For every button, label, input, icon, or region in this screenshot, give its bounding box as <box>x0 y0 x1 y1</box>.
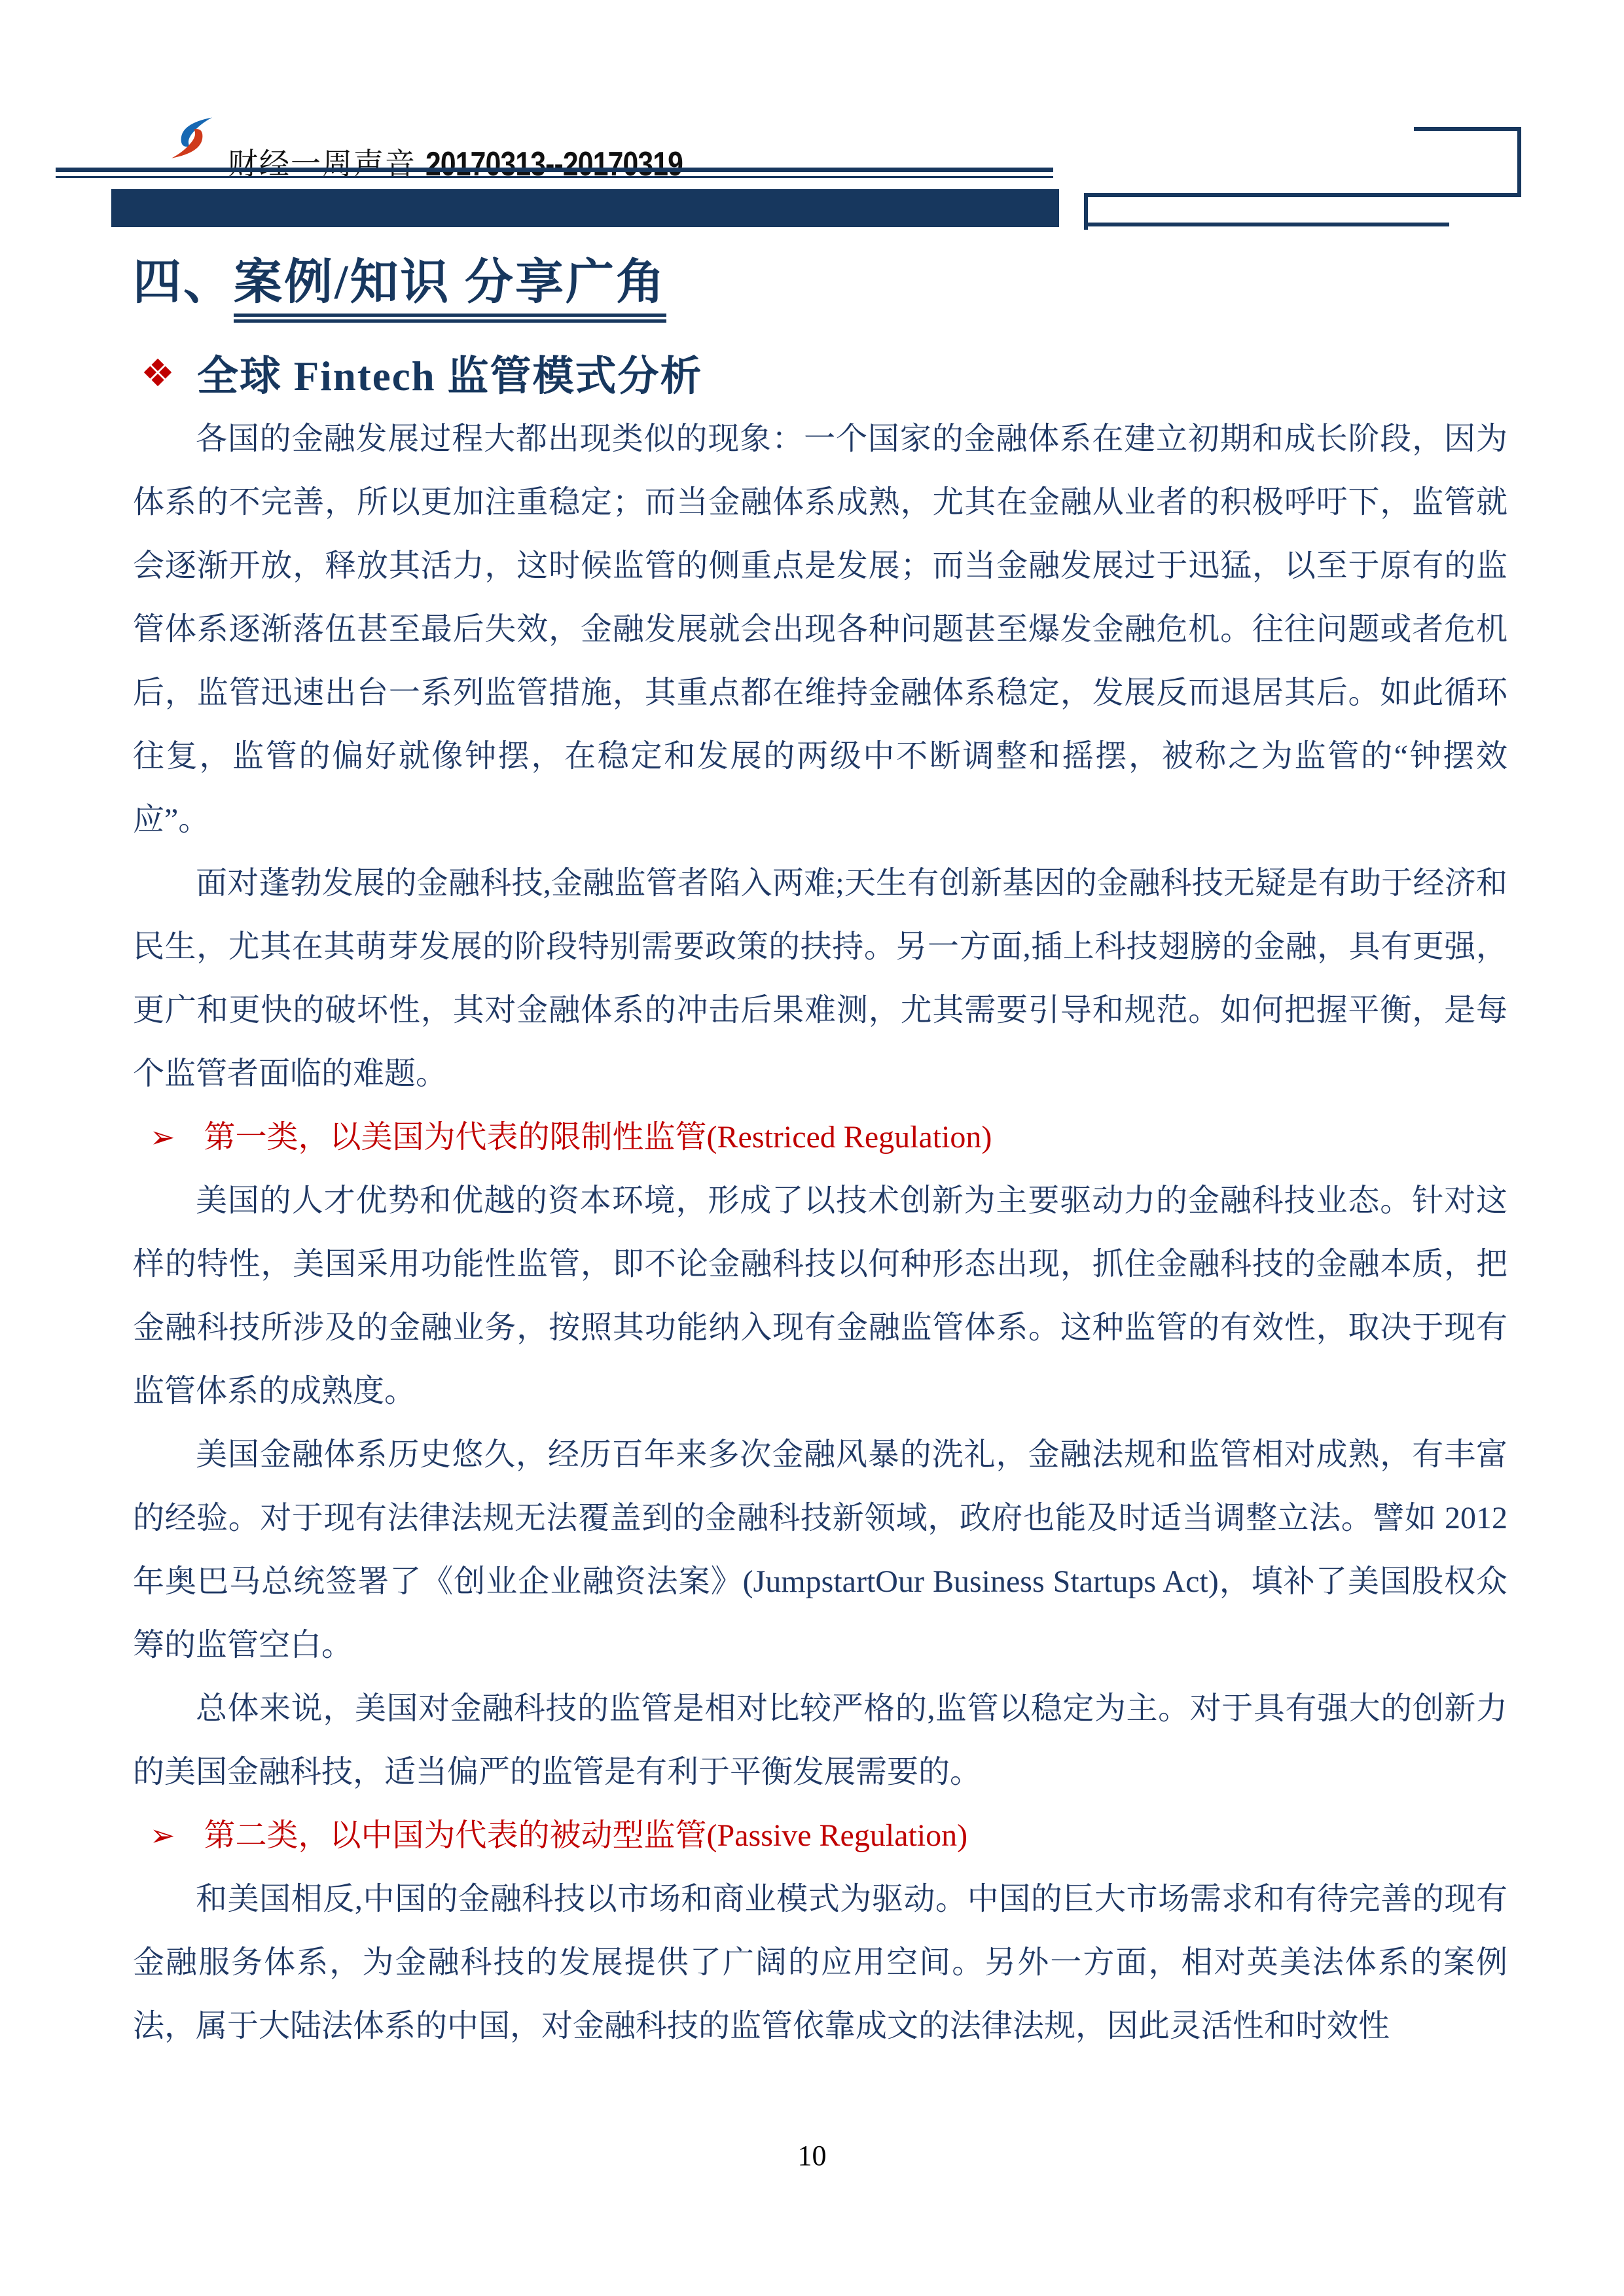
topic-heading <box>141 343 702 403</box>
diamond-bullet-icon: ❖ <box>141 350 175 395</box>
paragraph: 和美国相反,中国的金融科技以市场和商业模式为驱动。中国的巨大市场需求和有待完善的现有金融服务体系，为金融科技的发展提供了广阔的应用空间。另外一方面，相对英美法体系的案例法，属于大陆法体系的中国，对金融科技的监管依靠成文的法律法规，因此灵活性和时效性 <box>133 1882 1507 2043</box>
section-number: 四、 <box>133 256 234 310</box>
title-bar <box>111 189 1059 227</box>
arrow-bullet-icon: ➢ <box>150 1818 175 1853</box>
header-rule <box>56 168 1053 178</box>
category-heading <box>133 1105 1507 1169</box>
arrow-bullet-icon: ➢ <box>150 1119 175 1155</box>
decorative-box-bottom-edge <box>1084 223 1449 226</box>
report-period: 20170313--20170319 <box>425 145 683 183</box>
paragraph: 总体来说，美国对金融科技的监管是相对比较严格的,监管以稳定为主。对于具有强大的创新力的美国金融科技，适当偏严的监管是有利于平衡发展需要的。 <box>133 1691 1507 1789</box>
decorative-bracket <box>1414 127 1521 197</box>
section-heading <box>133 243 666 313</box>
page-number: 10 <box>797 2140 827 2172</box>
category-heading-text: 第二类，以中国为代表的被动型监管(Passive Regulation) <box>204 1818 968 1853</box>
paragraph: 各国的金融发展过程大都出现类似的现象：一个国家的金融体系在建立初期和成长阶段，因为体系的不完善，所以更加注重稳定；而当金融体系成熟，尤其在金融从业者的积极呼吁下，监管就会逐渐开放，释放其活力，这时候监管的侧重点是发展；而当金融发展过于迅猛，以至于原有的监管体系逐渐落伍甚至最后失效，金融发展就会出现各种问题甚至爆发金融危机。往往问题或者危机后，监管迅速出台一系列监管措施，其重点都在维持金融体系稳定，发展反而退居其后。如此循环往复，监管的偏好就像钟摆，在稳定和发展的两级中不断调整和摇摆，被称之为监管的“钟摆效应”。 <box>133 422 1507 837</box>
brand-logo-icon <box>165 115 219 170</box>
topic-title: 全球 Fintech 监管模式分析 <box>197 353 703 399</box>
brand-name: 财经一周声音 <box>228 147 416 181</box>
paragraph: 美国金融体系历史悠久，经历百年来多次金融风暴的洗礼，金融法规和监管相对成熟，有丰富的经验。对于现有法律法规无法覆盖到的金融科技新领域，政府也能及时适当调整立法。譬如 2012 年奥巴马总统签署了《创业企业融资法案》(JumpstartOur Business Startups Act)，填补了美国股权众筹的监管空白。 <box>133 1437 1507 1662</box>
article-body <box>133 407 1507 2058</box>
paragraph: 美国的人才优势和优越的资本环境，形成了以技术创新为主要驱动力的金融科技业态。针对这样的特性，美国采用功能性监管，即不论金融科技以何种形态出现，抓住金融科技的金融本质，把金融科技所涉及的金融业务，按照其功能纳入现有金融监管体系。这种监管的有效性，取决于现有监管体系的成熟度。 <box>133 1183 1507 1408</box>
category-heading-text: 第一类，以美国为代表的限制性监管(Restriced Regulation) <box>204 1120 992 1155</box>
paragraph: 面对蓬勃发展的金融科技,金融监管者陷入两难;天生有创新基因的金融科技无疑是有助于经济和民生，尤其在其萌芽发展的阶段特别需要政策的扶持。另一方面,插上科技翅膀的金融，具有更强，更广和更快的破坏性，其对金融体系的冲击后果难测，尤其需要引导和规范。如何把握平衡，是每个监管者面临的难题。 <box>133 866 1507 1091</box>
category-heading <box>133 1804 1507 1867</box>
section-title: 案例/知识 分享广角 <box>234 256 666 323</box>
